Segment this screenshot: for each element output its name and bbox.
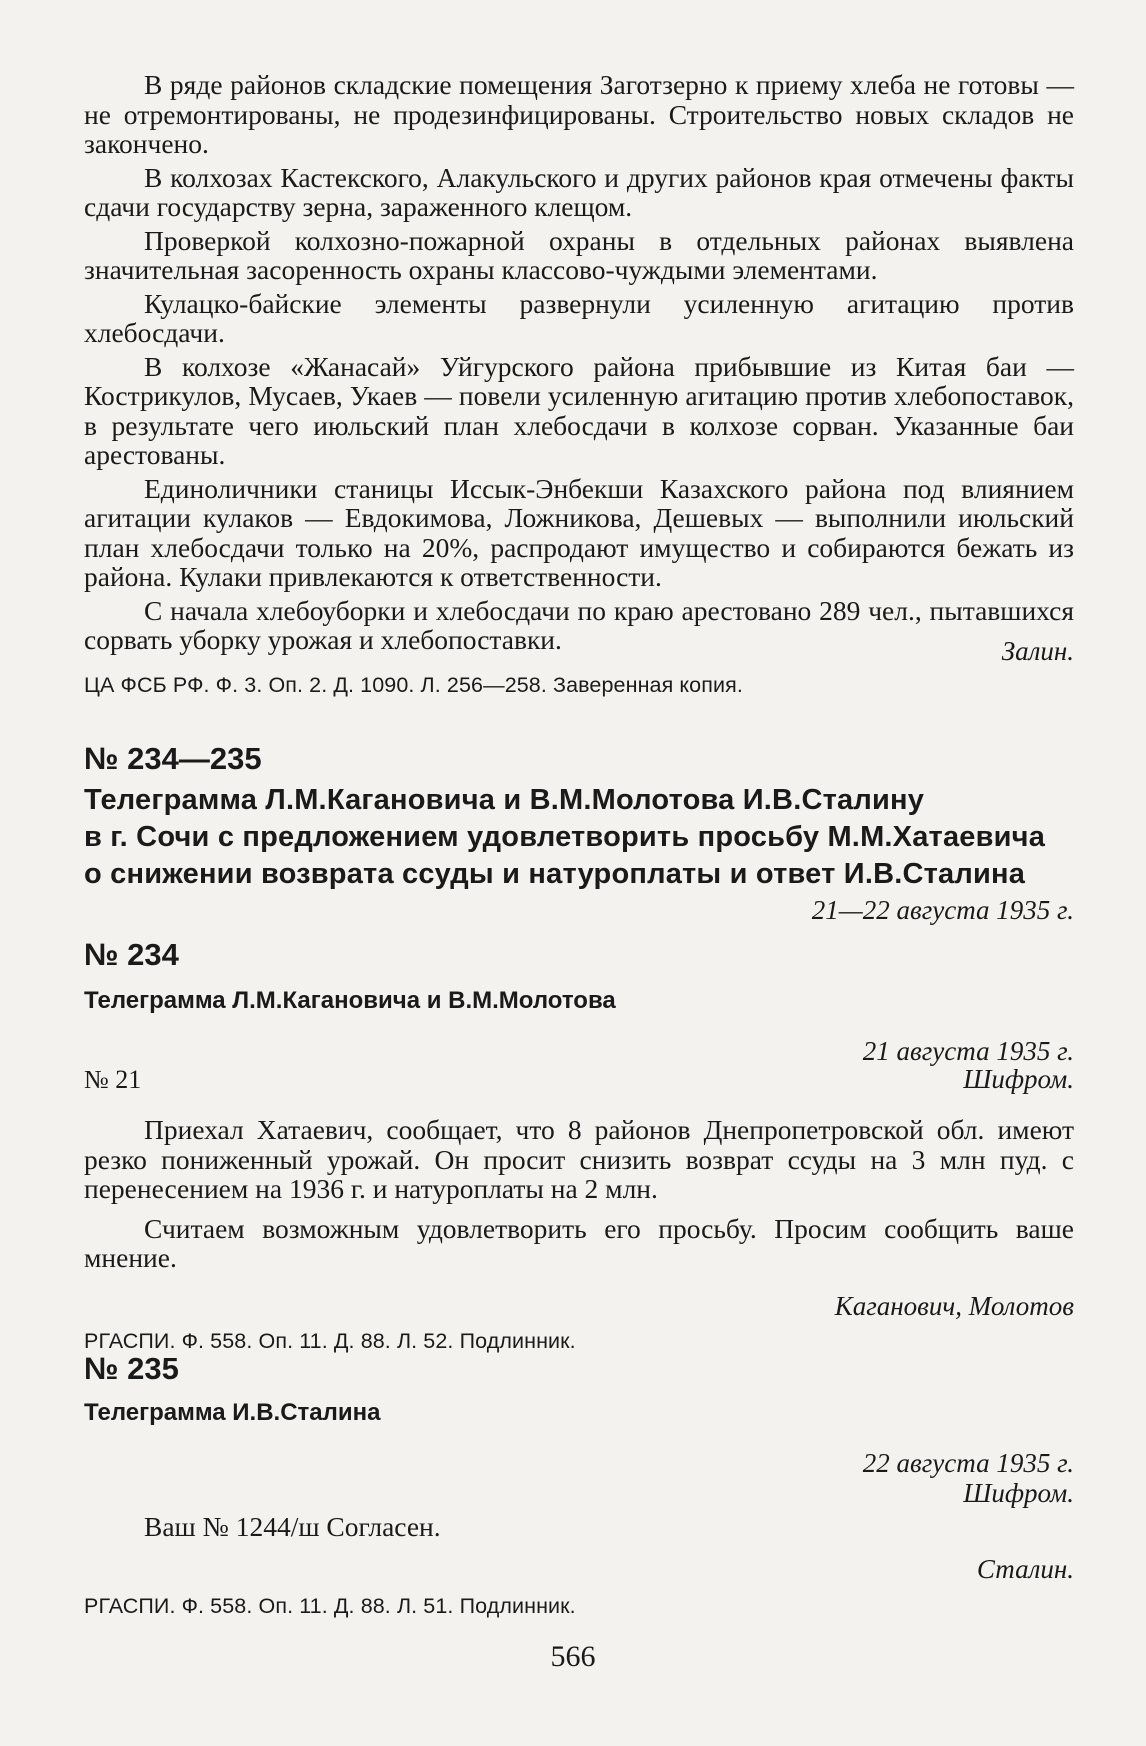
paragraph: Проверкой колхозно-пожарной охраны в отдельных районах выявлена значительная засоренность охраны классово-чуждыми элементами. [84,224,1074,285]
document-subtitle: Телеграмма Л.М.Кагановича и В.М.Молотова [84,987,616,1014]
title-line: о снижении возврата ссуды и натуроплаты и ответ И.В.Сталина [84,858,1026,890]
telegram-meta-row [84,1064,1074,1095]
paragraph: С начала хлебоуборки и хлебосдачи по краю арестовано 289 чел., пытавшихся сорвать уборку урожая и хлебопоставки. [84,594,1074,655]
signature-block [84,636,1074,666]
page-number: 566 [550,1640,596,1673]
document-date: 21 августа 1935 г. [862,1036,1074,1066]
document-date: 22 августа 1935 г. [862,1448,1074,1478]
document-date: 21—22 августа 1935 г. [811,895,1074,925]
telegram-text: Ваш № 1244/ш Согласен. [144,1511,441,1542]
document-235 [84,1352,1074,1620]
document-number: № 234—235 [84,741,262,776]
document-subtitle: Телеграмма И.В.Сталина [84,1399,381,1426]
document-title [84,782,1074,893]
paragraph: Кулацко-байские элементы развернули усиленную агитацию против хлебосдачи. [84,287,1074,348]
cipher-note: Шифром. [963,1064,1074,1094]
telegram-number: № 21 [84,1065,142,1094]
paragraph: В колхозах Кастекского, Алакульского и других районов края отмечены факты сдачи государству зерна, зараженного клещом. [84,161,1074,222]
document-header-234-235 [84,742,1074,925]
document-234 [84,938,1074,1355]
archive-reference [84,671,1074,699]
previous-document-continuation [84,70,1074,655]
document-number: № 234 [84,937,179,972]
document-number: № 235 [84,1351,179,1386]
cipher-note: Шифром. [963,1478,1074,1508]
signature: Сталин. [976,1553,1074,1584]
title-line: Телеграмма Л.М.Кагановича и В.М.Молотова И.В.Сталину [84,784,925,816]
archive-citation: РГАСПИ. Ф. 558. Оп. 11. Д. 88. Л. 52. Подлинник. [84,1328,576,1353]
paragraph: Считаем возможным удовлетворить его просьбу. Просим сообщить ваше мнение. [84,1212,1074,1273]
archive-citation: ЦА ФСБ РФ. Ф. 3. Оп. 2. Д. 1090. Л. 256—258. Заверенная копия. [84,673,743,697]
paragraph: Приехал Хатаевич, сообщает, что 8 районов Днепропетровской обл. имеют резко пониженный урожай. Он просит снизить возврат ссуды на 3 млн пуд. с перенесением на 1936 г. и натуроплаты на 2 млн. [84,1114,1074,1204]
paragraph: Единоличники станицы Иссык-Энбекши Казахского района под влиянием агитации кулаков — Евдокимова, Ложникова, Дешевых — выполнили июльский план хлебосдачи только на 20%, распродают имущество и собираются бежать из района. Кулаки привлекаются к ответственности. [84,472,1074,592]
signature: Каганович, Молотов [834,1290,1074,1321]
title-line: в г. Сочи с предложением удовлетворить просьбу М.М.Хатаевича [84,821,1046,853]
paragraph: В колхозе «Жанасай» Уйгурского района прибывшие из Китая баи — Кострикулов, Мусаев, Укаев — повели усиленную агитацию против хлебопоставок, в результате чего июльский план хлебосдачи в колхозе сорван. Указанные баи арестованы. [84,350,1074,470]
signature: Залин. [1001,636,1074,666]
paragraph: В ряде районов складские помещения Заготзерно к приему хлеба не готовы — не отремонтированы, не продезинфицированы. Строительство новых складов не закончено. [84,69,1074,159]
archive-citation: РГАСПИ. Ф. 558. Оп. 11. Д. 88. Л. 51. Подлинник. [84,1593,576,1618]
